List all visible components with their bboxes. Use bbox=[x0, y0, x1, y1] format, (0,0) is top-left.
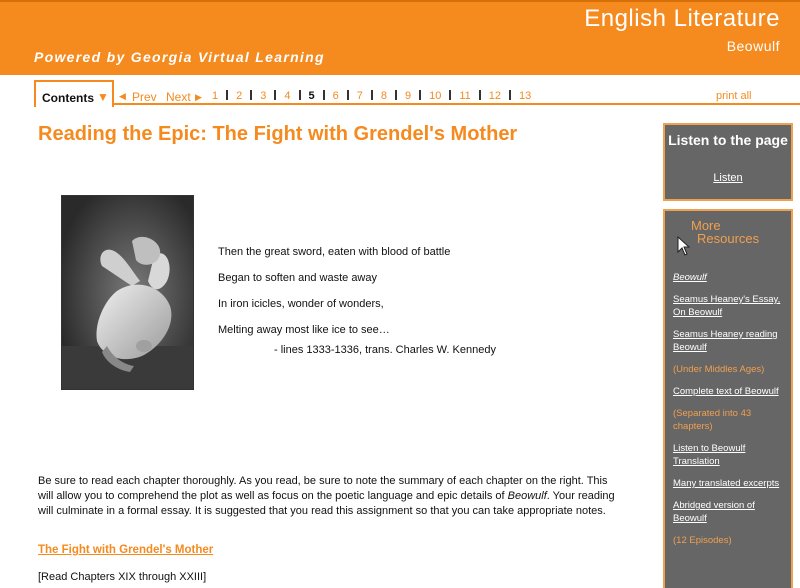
dancer-photo-illustration bbox=[62, 196, 193, 389]
prev-arrow-icon[interactable]: ◀ bbox=[119, 91, 126, 101]
poem-line: Melting away most like ice to see… bbox=[218, 324, 390, 336]
page-link[interactable]: 13 bbox=[519, 90, 532, 102]
poem-line: Then the great sword, eaten with blood of battle bbox=[218, 246, 451, 258]
resource-note: (12 Episodes) bbox=[673, 535, 732, 546]
listen-title: Listen to the page bbox=[668, 132, 788, 148]
page-separator bbox=[299, 90, 301, 100]
page-separator bbox=[347, 90, 349, 100]
intro-text-end: . Your reading will culminate in a formal essay. It is suggested that you read this assignment so that you can take appropriate notes. bbox=[38, 490, 615, 517]
page-link[interactable]: 11 bbox=[459, 90, 471, 102]
course-subtitle: Beowulf bbox=[726, 38, 780, 54]
resource-link-heaney-essay[interactable]: Seamus Heaney's Essay, On Beowulf bbox=[673, 294, 781, 318]
page-separator bbox=[323, 90, 325, 100]
page-link[interactable]: 10 bbox=[429, 90, 442, 102]
page-link[interactable]: 1 bbox=[212, 90, 219, 102]
resource-link-heaney-reading[interactable]: Seamus Heaney reading Beowulf bbox=[673, 329, 778, 353]
contents-label[interactable]: Contents bbox=[42, 91, 94, 105]
resource-note: (Under Middles Ages) bbox=[673, 364, 765, 375]
listen-link[interactable]: Listen bbox=[713, 172, 743, 184]
resource-link-complete-text[interactable]: Complete text of Beowulf bbox=[673, 386, 779, 397]
page-separator bbox=[449, 90, 451, 100]
page-separator bbox=[250, 90, 252, 100]
print-all-link[interactable]: print all bbox=[716, 90, 752, 102]
resource-link-translated-excerpts[interactable]: Many translated excerpts bbox=[673, 478, 780, 489]
page-separator bbox=[395, 90, 397, 100]
resources-panel bbox=[663, 209, 793, 588]
current-page: 5 bbox=[308, 90, 315, 102]
resource-link-listen-translation[interactable]: Listen to Beowulf Translation bbox=[673, 443, 746, 467]
page-separator bbox=[509, 90, 511, 100]
intro-italic-title: Beowulf bbox=[507, 490, 547, 502]
page-link[interactable]: 9 bbox=[405, 90, 412, 102]
prev-link[interactable]: Prev bbox=[132, 90, 157, 104]
dancer-photo bbox=[61, 195, 194, 390]
page-link[interactable]: 6 bbox=[332, 90, 339, 102]
next-link[interactable]: Next bbox=[166, 90, 191, 104]
page-link[interactable]: 2 bbox=[236, 90, 243, 102]
resources-heading bbox=[691, 219, 759, 245]
page-link[interactable]: 12 bbox=[488, 90, 502, 102]
page-separator bbox=[274, 90, 276, 100]
poem-citation: - lines 1333-1336, trans. Charles W. Kennedy bbox=[274, 344, 496, 356]
resource-link-abridged-version[interactable]: Abridged version of Beowulf bbox=[673, 500, 755, 524]
page-separator bbox=[479, 90, 481, 100]
header-banner bbox=[0, 0, 800, 75]
poem-line: In iron icicles, wonder of wonders, bbox=[218, 298, 384, 310]
header-stripe bbox=[0, 0, 800, 2]
poem-excerpt bbox=[218, 239, 450, 343]
page-separator bbox=[226, 90, 228, 100]
resources-list bbox=[673, 271, 789, 556]
powered-by-text: Powered by Georgia Virtual Learning bbox=[34, 49, 325, 65]
section-link[interactable]: The Fight with Grendel's Mother bbox=[38, 544, 214, 556]
course-title: English Literature bbox=[584, 5, 780, 32]
page-separator bbox=[371, 90, 373, 100]
chevron-down-icon[interactable]: ▼ bbox=[97, 90, 109, 104]
resource-note: (Separated into 43 chapters) bbox=[673, 408, 752, 432]
resources-heading-line: Resources bbox=[697, 231, 760, 246]
intro-paragraph bbox=[38, 474, 623, 519]
page-title: Reading the Epic: The Fight with Grendel's Mother bbox=[38, 123, 518, 145]
next-arrow-icon[interactable]: ▶ bbox=[195, 92, 202, 102]
cursor-icon bbox=[677, 236, 691, 256]
poem-line: Began to soften and waste away bbox=[218, 272, 377, 284]
listen-panel bbox=[663, 123, 793, 201]
page-link[interactable]: 4 bbox=[284, 90, 291, 102]
page-separator bbox=[419, 90, 421, 100]
page-link[interactable]: 3 bbox=[260, 90, 267, 102]
resources-heading-line: More bbox=[691, 218, 721, 233]
page-link[interactable]: 8 bbox=[380, 90, 387, 102]
intro-text: Be sure to read each chapter thoroughly. As you read, be sure to note the summary of each chapter on the right. This will allow you to comprehend the plot as well as focus on the poetic language and epic details of bbox=[38, 475, 608, 502]
chapters-note: [Read Chapters XIX through XXIII] bbox=[38, 571, 207, 583]
resource-link-beowulf[interactable]: Beowulf bbox=[673, 272, 707, 283]
page-link[interactable]: 7 bbox=[356, 90, 363, 102]
page-pagination bbox=[212, 90, 531, 102]
